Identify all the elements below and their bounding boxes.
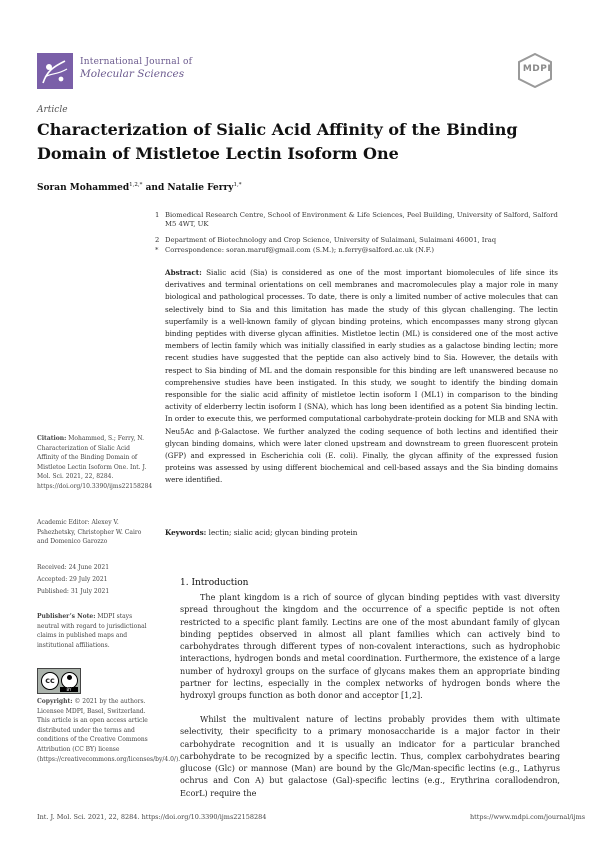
correspondence bbox=[155, 246, 565, 255]
academic-editor: Academic Editor: Alexey V. Pshezhetsky, Christopher W. Cairo and Domenico Garozzo bbox=[37, 519, 142, 546]
author-affiliation-marks: 1,2,* bbox=[129, 182, 143, 188]
affiliation-text: Department of Biotechnology and Crop Science, University of Sulaimani, Sulaimani 46001, Iraq bbox=[165, 236, 497, 244]
affiliation-number: * bbox=[155, 246, 159, 254]
author-conjunction: and bbox=[145, 183, 165, 193]
paragraph bbox=[180, 591, 560, 702]
author-name[interactable]: Soran Mohammed bbox=[37, 183, 130, 193]
affiliation-number: 2 bbox=[155, 236, 160, 244]
published-date: Published: 31 July 2021 bbox=[37, 588, 110, 595]
affiliation-number: 1 bbox=[155, 211, 160, 219]
received-date: Received: 24 June 2021 bbox=[37, 564, 110, 571]
journal-name-line1: International Journal of bbox=[80, 57, 193, 67]
copyright-text: © 2021 by the authors. Licensee MDPI, Basel, Switzerland. This article is an open access article distributed under the terms and conditions of the Creative Commons Attribution (CC BY) license (https://creativecommons.org/licenses/by/4.0/). bbox=[37, 698, 181, 763]
paragraph bbox=[180, 713, 560, 799]
paragraph-text: Whilst the multivalent nature of lectins probably provides them with ultimate selectivity, their specificity to a primary monosaccharide is a major factor in their carbohydrate recognition and it is usually an indicator for a particular branched carbohydrate to be recognized by a specific lectin. Thus, complex carbohydrates bearing glucose (Glc) or mannose (Man) are bound by the Glc/Man-specific lectins (e.g., Lathyrus ochrus and Con A) but galactose (Gal)-specific lectins (e.g., Erythrina corallodendron, EcorL) require the bbox=[180, 714, 560, 798]
keywords-text: lectin; sialic acid; glycan binding protein bbox=[208, 528, 358, 537]
citation-text[interactable]: Mohammed, S.; Ferry, N. Characterization of Sialic Acid Affinity of the Binding Domain of Mistletoe Lectin Isoform One. Int. J. Mol. Sci. 2021, 22, 8284. https://doi.org/10.3390/ijms22158284 bbox=[37, 435, 153, 490]
affiliation-1 bbox=[155, 211, 565, 229]
keywords bbox=[165, 528, 558, 537]
abstract-text: Sialic acid (Sia) is considered as one of the most important biomolecules of life since its derivatives and terminal orientations on cell membranes and macromolecules play a major role in many biological and pathological processes. To date, there is only a limited number of active molecules that can selectively bind to Sia and this limitation has made the study of this glycan challenging. The lectin superfamily is a well-known family of glycan binding proteins, which encompasses many strong glycan binding peptides with diverse glycan affinities. Mistletoe lectin (ML) is considered one of the most active members of lectin family which was initially classified in early studies as a galactose binding lectin; more recent studies have suggested that the peptide can also actively bind to Sia. However, the details with respect to Sia binding of ML and the domain responsible for this binding are left unanswered because no comprehensive studies have been instigated. In this study, we sought to identify the binding domain responsible for the sialic acid affinity of mistletoe lectin isoform I (ML1) in comparison to the binding activity of elderberry lectin isoform I (SNA), which has long been identified as a potent Sia binding lectin. In order to execute this, we performed computational carbohydrate-protein docking for MLB and SNA with Neu5Ac and β-Galactose. We further analyzed the coding sequence of both lectins and identified their glycan binding domains, which were later cloned upstream and downstream to green fluorescent protein (GFP) and expressed in Escherichia coli (E. coli). Finally, the glycan affinity of the expressed fusion proteins was assessed by using different biochemical and cell-based assays and the Sia binding domains were identified. bbox=[165, 268, 558, 485]
citation-label: Citation: bbox=[37, 435, 67, 442]
affiliation-text: Biomedical Research Centre, School of Environment & Life Sciences, Peel Building, University of Salford, Salford M5 4WT, UK bbox=[165, 211, 558, 228]
citation bbox=[37, 434, 153, 492]
author-name[interactable]: Natalie Ferry bbox=[167, 183, 234, 193]
publisher-note-text: MDPI stays neutral with regard to jurisdictional claims in published maps and institutional affiliations. bbox=[37, 613, 147, 649]
journal-logo-icon bbox=[37, 53, 73, 89]
publisher-note bbox=[37, 612, 153, 650]
abstract bbox=[165, 267, 558, 487]
footer-citation[interactable]: Int. J. Mol. Sci. 2021, 22, 8284. https://doi.org/10.3390/ijms22158284 bbox=[37, 813, 267, 821]
article-title: Characterization of Sialic Acid Affinity of the Binding Domain of Mistletoe Lectin Isoform One bbox=[37, 120, 518, 163]
cc-by-license-icon[interactable]: cc BY bbox=[37, 668, 81, 694]
article-type: Article bbox=[37, 105, 68, 115]
abstract-label: Abstract: bbox=[165, 268, 202, 277]
author-affiliation-marks: 1,* bbox=[233, 182, 242, 188]
cc-by-label: BY bbox=[60, 687, 78, 692]
journal-name-line2: Molecular Sciences bbox=[80, 68, 185, 80]
correspondence-text: Correspondence: soran.maruf@gmail.com (S.M.); n.ferry@salford.ac.uk (N.F.) bbox=[165, 246, 435, 254]
paragraph-text: The plant kingdom is a rich of source of glycan binding peptides with vast diversity spread throughout the kingdom and the occurrence of a specific peptide is not often restricted to a specific plant family. Lectins are one of the most abundant family of glycan binding peptides observed in almost all plant families which can actively bind to carbohydrates through different types of non-covalent interactions, such as hydrophobic interactions, hydrogen bonds and metal coordination. Furthermore, the existence of a large number of hydroxyl groups on the surface of glycans makes them an appropriate binding partner for lectins, especially in the complex networks of hydrogen bonds where the hydroxyl groups function as both donor and acceptor [1,2]. bbox=[180, 592, 560, 701]
copyright bbox=[37, 697, 181, 764]
affiliation-2 bbox=[155, 236, 565, 245]
footer-journal-link[interactable]: https://www.mdpi.com/journal/ijms bbox=[470, 813, 586, 821]
publisher-logo-text: MDPI bbox=[522, 64, 552, 74]
copyright-label: Copyright: bbox=[37, 698, 73, 705]
accepted-date: Accepted: 29 July 2021 bbox=[37, 576, 108, 583]
author-list bbox=[37, 182, 241, 193]
publisher-note-label: Publisher’s Note: bbox=[37, 613, 96, 620]
keywords-label: Keywords: bbox=[165, 528, 207, 537]
section-heading: 1. Introduction bbox=[180, 578, 249, 588]
